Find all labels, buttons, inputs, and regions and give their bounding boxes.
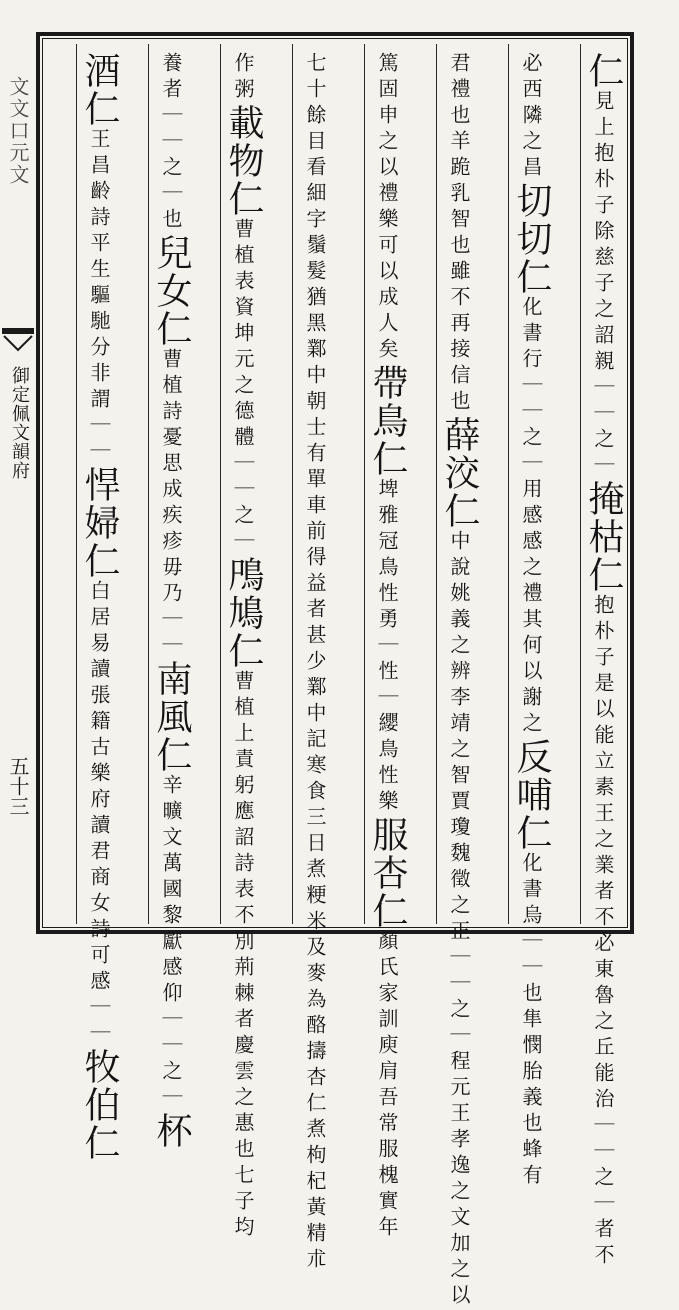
entry-annotation: 白居易讀張籍古樂府讀君商女詩可感｜｜ xyxy=(87,580,111,1048)
entry-annotation: 曹植表資坤元之德體｜｜之｜ xyxy=(231,218,255,556)
page-number: 五十三 xyxy=(6,756,30,816)
text-column-8 xyxy=(76,44,122,1162)
text-column-5 xyxy=(292,44,338,1274)
entry-heading: 薛洨仁 xyxy=(439,416,480,530)
entry-heading: 仁 xyxy=(583,52,624,90)
entry-annotation: 七十餘目看細字鬚髮猶黑鄴中朝士有單車前得益者甚少鄴中記寒食三日煮粳米及麥為酪擣杏仁煮 xyxy=(303,52,327,1144)
page-margin xyxy=(0,36,34,936)
text-column-1 xyxy=(580,44,626,1270)
fishtail-mark-icon xyxy=(2,328,34,360)
text-column-6 xyxy=(220,44,266,1242)
entry-heading: 掩枯仁 xyxy=(583,480,624,594)
entry-heading: 悍婦仁 xyxy=(79,466,120,580)
entry-annotation: 養者｜｜之｜也 xyxy=(159,52,183,234)
entry-heading: 帶鳥仁 xyxy=(367,364,408,478)
text-column-2 xyxy=(508,44,554,1190)
text-column-4 xyxy=(364,44,410,1242)
entry-heading: 鳲鳩仁 xyxy=(223,556,264,670)
entry-annotation: 曹植上責躬應詔詩表不別荊棘者慶雲之惠也七子均 xyxy=(231,670,255,1242)
entry-heading: 服杏仁 xyxy=(367,816,408,930)
entry-annotation: 作粥 xyxy=(231,52,255,104)
entry-annotation: 化書烏｜｜也隼憫胎義也蜂有 xyxy=(519,852,543,1190)
entry-heading: 牧伯仁 xyxy=(79,1048,120,1162)
text-body xyxy=(48,44,626,1310)
entry-heading: 載物仁 xyxy=(223,104,264,218)
entry-annotation: 埤雅冠鳥性勇｜性｜纓鳥性樂 xyxy=(375,478,399,816)
entry-annotation: 中說姚義之辨李靖之智賈瓊魏徵之正｜｜之｜程元王孝逸之文加之以 xyxy=(447,530,471,1310)
entry-annotation: 抱朴子是以能立素王之業者不必東魯之丘能治｜｜之｜者不 xyxy=(591,594,615,1270)
text-column-7 xyxy=(148,44,194,1150)
entry-heading: 南風仁 xyxy=(151,660,192,774)
entry-heading: 反哺仁 xyxy=(511,738,552,852)
entry-annotation: 見上抱朴子除慈子之詔親｜｜之｜ xyxy=(591,90,615,480)
text-column-3 xyxy=(436,44,482,1310)
entry-annotation: 篤固申之以禮樂可以成人矣 xyxy=(375,52,399,364)
entry-annotation: 君禮也羊跪乳智也雖不再接信也 xyxy=(447,52,471,416)
entry-annotation: 王昌齡詩平生驅馳分非謂｜｜ xyxy=(87,128,111,466)
entry-annotation: 辛曠文萬國黎獻感仰｜｜之｜ xyxy=(159,774,183,1112)
entry-annotation: 必西隣之昌 xyxy=(519,52,543,182)
entry-heading: 杯 xyxy=(151,1112,192,1150)
entry-annotation: 曹植詩憂思成疾疹毋乃｜｜ xyxy=(159,348,183,660)
book-title: 御定佩文韻府 xyxy=(9,366,30,480)
entry-heading: 酒仁 xyxy=(79,52,120,128)
entry-annotation: 顏氏家訓庾肩吾常服槐實年 xyxy=(375,930,399,1242)
entry-heading: 切切仁 xyxy=(511,182,552,296)
entry-annotation: 化書行｜｜之｜用感感之禮其何以謝之 xyxy=(519,296,543,738)
entry-heading: 兒女仁 xyxy=(151,234,192,348)
margin-top-glyphs: 文文口元文 xyxy=(6,76,30,186)
entry-annotation: 枸杞黃精朮 xyxy=(303,1144,327,1274)
